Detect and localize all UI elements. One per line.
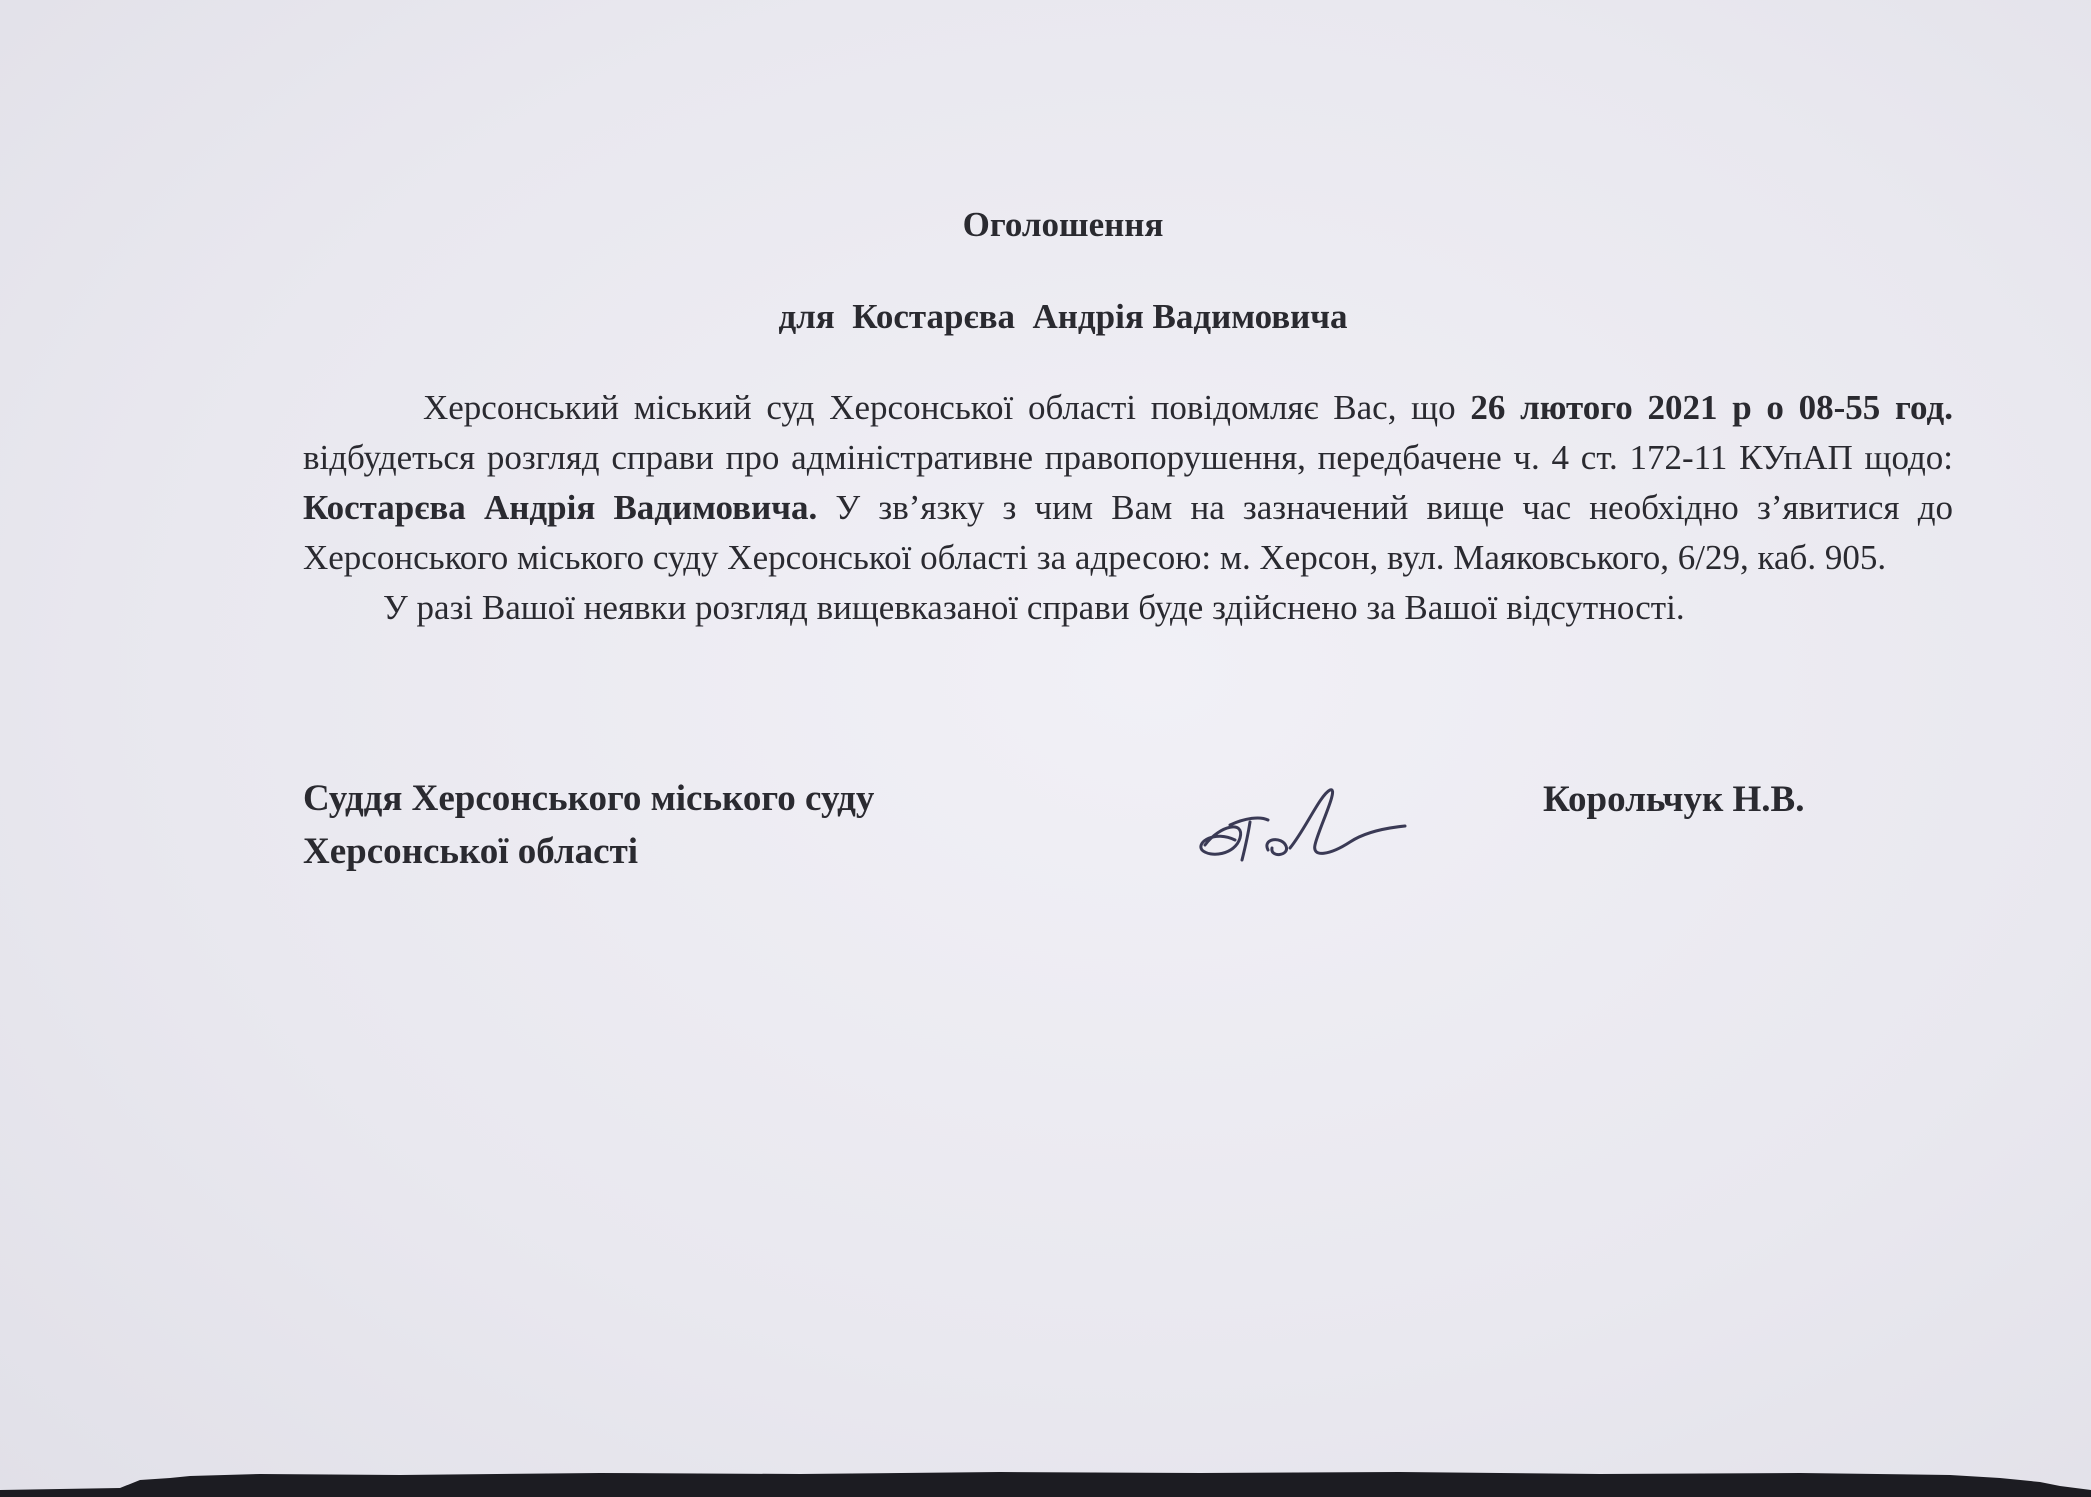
judge-name: Корольчук Н.В. (1543, 779, 1805, 820)
hearing-date: 26 лютого 2021 р о 08-55 год. (1470, 388, 1953, 427)
judge-title-line-1: Суддя Херсонського міського суду (303, 778, 875, 819)
addressee-line: для Костарєва Андрія Вадимовича (778, 297, 1348, 336)
judge-title (303, 772, 874, 878)
signature-icon (1190, 770, 1410, 880)
paragraph-1-text-c: У зв’язку з чим Вам на зазначений вище час необхідно з’явитися до Херсонського міського суду Херсонської області за адресою: м. Херсон, вул. Маяковського, 6/29, каб. 905. (303, 488, 1953, 577)
paragraph-1-text-b: відбудеться розгляд справи про адміністративне правопорушення, передбачене ч. 4 ст. 172-11 КУпАП щодо: (303, 438, 1953, 477)
document-title: Оголошення (962, 205, 1164, 244)
notice-paragraph-2: У разі Вашої неявки розгляд вищевказаної справи буде здійснено за Вашої відсутності. (383, 588, 1685, 627)
paragraph-1-text-a: Херсонський міський суд Херсонської області повідомляє Вас, що (423, 388, 1471, 427)
notice-paragraph-1 (303, 383, 1953, 583)
notice-body (303, 383, 1953, 633)
torn-paper-edge (0, 1460, 2091, 1497)
judge-title-line-2: Херсонської області (303, 831, 639, 872)
defendant-name: Костарєва Андрія Вадимовича. (303, 488, 818, 527)
